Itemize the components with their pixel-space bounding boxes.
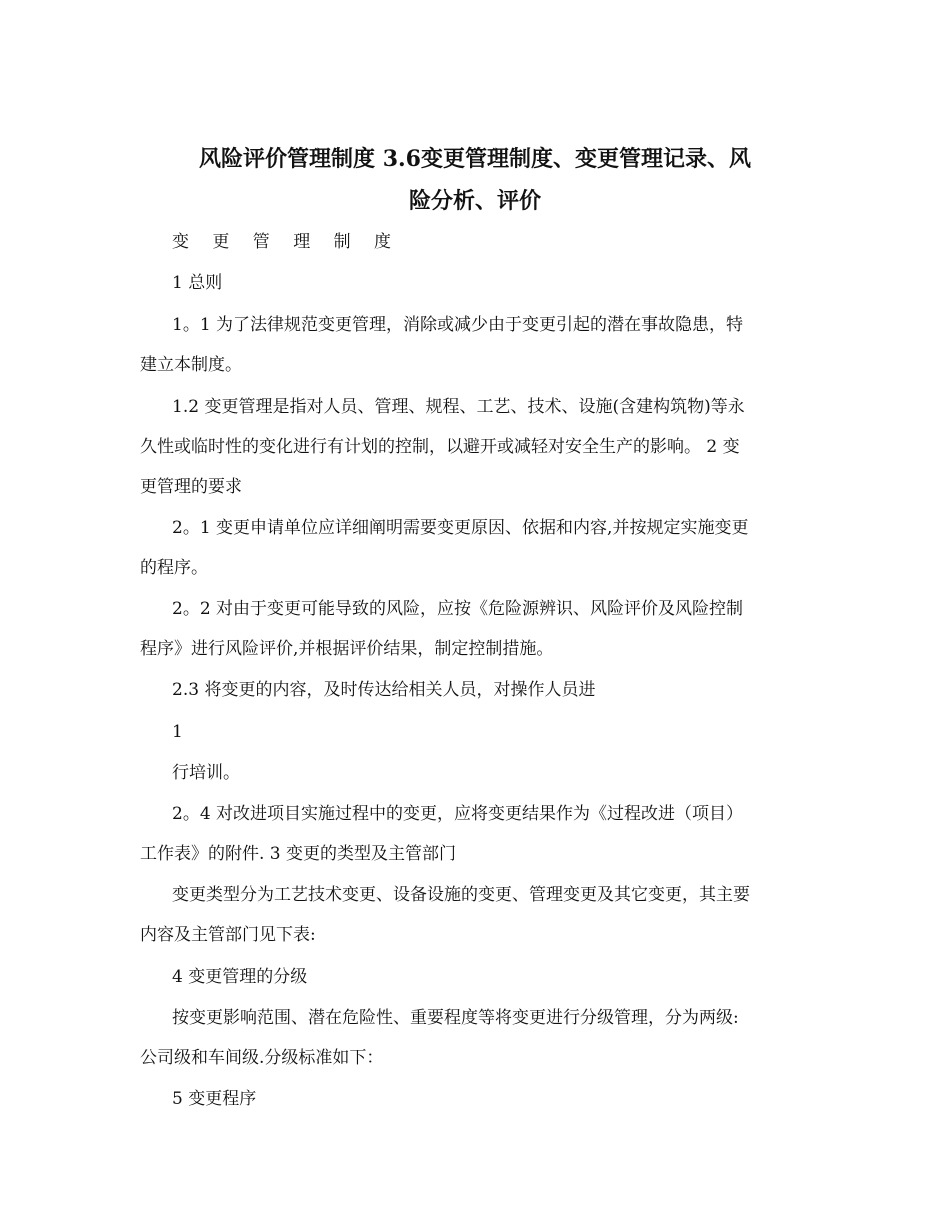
paragraph-line: 变更类型分为工艺技术变更、设备设施的变更、管理变更及其它变更，其主要: [172, 885, 750, 905]
paragraph-line: 内容及主管部门见下表:: [140, 925, 316, 945]
paragraph-line: 1.2 变更管理是指对人员、管理、规程、工艺、技术、设施(含建构筑物)等永: [172, 397, 745, 417]
paragraph-1-1: [140, 305, 812, 385]
paragraph-3: [140, 875, 812, 955]
paragraph-line: 建立本制度。: [140, 355, 242, 375]
paragraph-2-3: 2.3 将变更的内容，及时传达给相关人员，对操作人员进: [172, 680, 596, 700]
document-title: [140, 138, 810, 222]
section-1-heading: 1 总则: [172, 273, 223, 293]
paragraph-line: 1。1 为了法律规范变更管理，消除或减少由于变更引起的潜在事故隐患，特: [172, 315, 744, 335]
paragraph-line: 工作表》的附件. 3 变更的类型及主管部门: [140, 844, 457, 864]
section-4-heading: 4 变更管理的分级: [172, 967, 308, 987]
page-number: 1: [172, 722, 183, 742]
paragraph-line: 2。2 对由于变更可能导致的风险，应按《危险源辨识、风险评价及风险控制: [172, 599, 744, 619]
paragraph-line: 公司级和车间级.分级标准如下：: [140, 1048, 384, 1068]
paragraph-line: 按变更影响范围、潜在危险性、重要程度等将变更进行分级管理，分为两级:: [172, 1008, 739, 1028]
section-heading: 变 更 管 理 制 度: [172, 232, 401, 252]
paragraph-line: 2。1 变更申请单位应详细阐明需要变更原因、依据和内容,并按规定实施变更: [172, 518, 749, 538]
paragraph-2-2: [140, 589, 812, 669]
paragraph-line: 久性或临时性的变化进行有计划的控制，以避开或减轻对安全生产的影响。 2 变: [140, 437, 740, 457]
paragraph-4: [140, 998, 812, 1078]
paragraph-line: 2。4 对改进项目实施过程中的变更，应将变更结果作为《过程改进（项目）: [172, 804, 744, 824]
paragraph-2-1: [140, 508, 812, 588]
title-line-1: 风险评价管理制度 3.6变更管理制度、变更管理记录、风: [199, 146, 751, 172]
paragraph-2-4: [140, 794, 812, 874]
paragraph-2-3-continued: 行培训。: [172, 763, 240, 783]
title-line-2: 险分析、评价: [408, 188, 541, 214]
paragraph-line: 更管理的要求: [140, 477, 242, 497]
section-5-heading: 5 变更程序: [172, 1089, 257, 1109]
paragraph-1-2: [140, 387, 812, 507]
paragraph-line: 的程序。: [140, 558, 208, 578]
paragraph-line: 程序》进行风险评价,并根据评价结果，制定控制措施。: [140, 639, 554, 659]
